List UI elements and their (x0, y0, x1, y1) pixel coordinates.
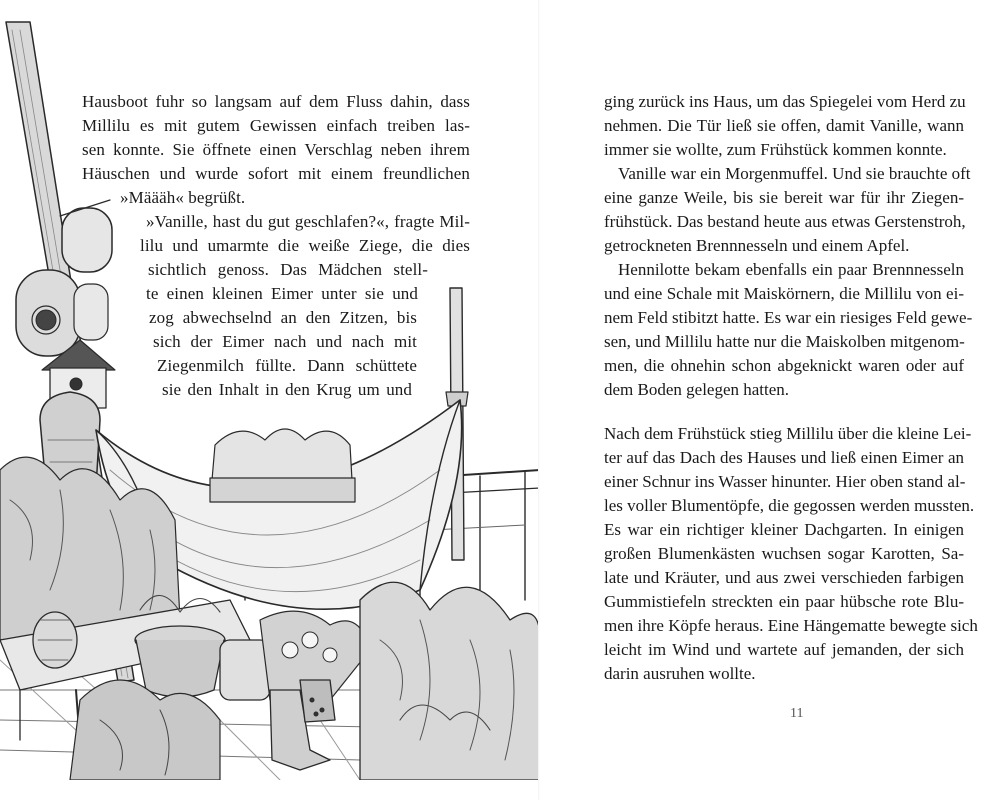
text-line: sen, und Millilu hatte nur die Maiskolben mitgenom- (604, 332, 965, 351)
text-line: dem Boden gelegen hatten. (604, 380, 790, 399)
text-line: einer Schnur ins Wasser hinunter. Hier oben stand al- (604, 472, 966, 491)
text-line: sich der Eimer nach und nach mit (153, 332, 417, 351)
text-line: frühstück. Das bestand heute aus etwas Gerstenstroh, (604, 212, 966, 231)
text-line: men, die ohnehin schon abgeknickt waren oder auf (604, 356, 964, 375)
text-line: sen konnte. Sie öffnete einen Verschlag neben ihrem (82, 140, 470, 159)
text-line: nehmen. Die Tür ließ sie offen, damit Vanille, wann (604, 116, 964, 135)
text-line: te einen kleinen Eimer unter sie und (146, 284, 418, 303)
text-line: Hennilotte bekam ebenfalls ein paar Brennnesseln (618, 260, 964, 279)
text-line: les voller Blumentöpfe, die gegossen werden mussten. (604, 496, 975, 515)
text-line: immer sie wollte, zum Frühstück kommen konnte. (604, 140, 947, 159)
text-line: lilu und umarmte die weiße Ziege, die dies (140, 236, 470, 255)
text-line: men ihre Köpfe heraus. Eine Hängematte bewegte sich (604, 616, 978, 635)
text-line: Hausboot fuhr so langsam auf dem Fluss dahin, dass (82, 92, 470, 111)
text-line: Gummistiefeln streckten ein paar hübsche rote Blu- (604, 592, 964, 611)
text-line: sie den Inhalt in den Krug um und (162, 380, 412, 399)
text-line: »Vanille, hast du gut geschlafen?«, fragte Mil- (146, 212, 470, 231)
text-line: Häuschen und wurde sofort mit einem freundlichen (82, 164, 470, 183)
text-line: Ziegenmilch füllte. Dann schüttete (157, 356, 417, 375)
text-line: nem Feld stibitzt hatte. Es war ein riesiges Feld gewe- (604, 308, 973, 327)
text-line: Nach dem Frühstück stieg Millilu über die kleine Lei- (604, 424, 972, 443)
text-line: leicht im Wind und wartete auf jemanden, der sich (604, 640, 964, 659)
text-line: eine ganze Weile, bis sie bereit war für ihr Ziegen- (604, 188, 964, 207)
text-line: ging zurück ins Haus, um das Spiegelei vom Herd zu (604, 92, 966, 111)
text-line: großen Blumenkästen wuchsen sogar Karotten, Sa- (604, 544, 964, 563)
text-line: Es war ein richtiger kleiner Dachgarten. In einigen (604, 520, 964, 539)
text-line: Vanille war ein Morgenmuffel. Und sie brauchte oft (618, 164, 971, 183)
page-number: 11 (790, 706, 804, 721)
text-line: getrockneten Brennnesseln und einem Apfel. (604, 236, 910, 255)
text-line: zog abwechselnd an den Zitzen, bis (149, 308, 417, 327)
text-line: darin ausruhen wollte. (604, 664, 756, 683)
text-line: und eine Schale mit Maiskörnern, die Millilu von ei- (604, 284, 964, 303)
text-line: »Määäh« begrüßt. (120, 188, 246, 207)
text-line: Millilu es mit gutem Gewissen einfach treiben las- (82, 116, 470, 135)
text-line: ter auf das Dach des Hauses und ließ einen Eimer an (604, 448, 964, 467)
text-line: sichtlich genoss. Das Mädchen stell- (148, 260, 428, 279)
text-line: late und Kräuter, und aus zwei verschieden farbigen (604, 568, 964, 587)
